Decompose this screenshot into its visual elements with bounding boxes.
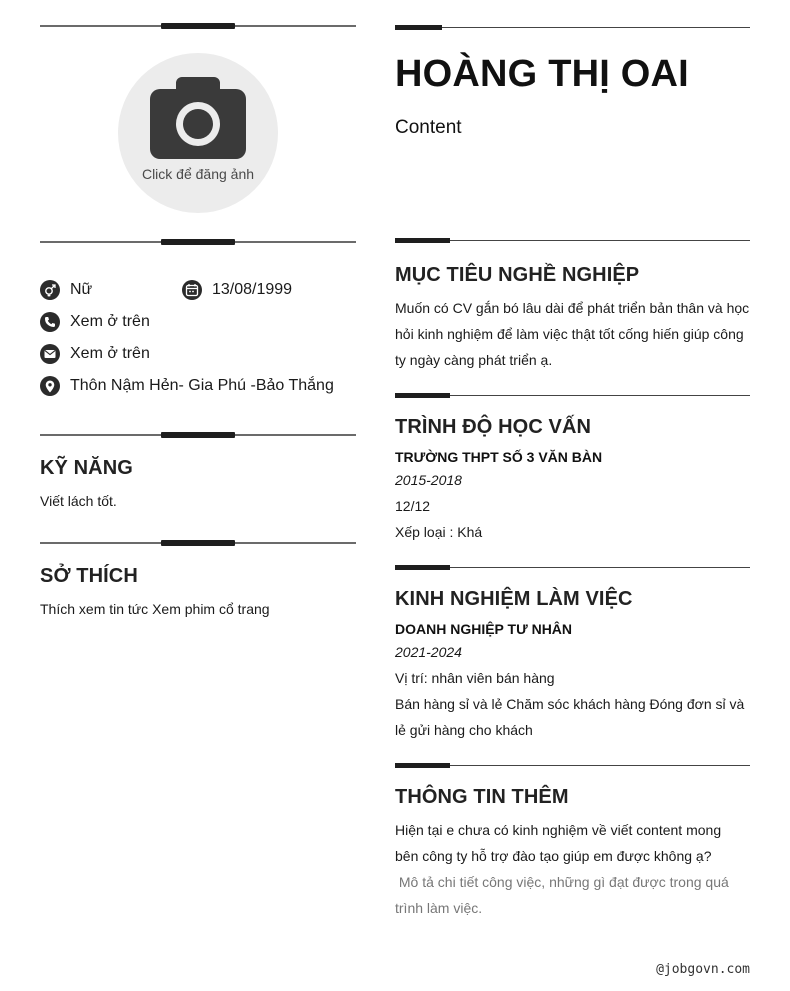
objective-text: Muốn có CV gắn bó lâu dài để phát triển bản thân và học hỏi kinh nghiệm để làm việc thật tốt cống hiến giúp công ty ngày càng phát triển ạ. (395, 300, 750, 368)
phone-value: Xem ở trên (70, 313, 150, 330)
right-divider-objective (395, 238, 750, 243)
watermark: @jobgovn.com (656, 962, 750, 977)
experience-period: 2021-2024 (395, 644, 462, 660)
education-heading: TRÌNH ĐỘ HỌC VẤN (395, 416, 592, 438)
right-divider-additional (395, 763, 750, 768)
calendar-icon (182, 280, 202, 300)
gender-value: Nữ (70, 281, 93, 298)
education-rank: Xếp loại : Khá (395, 524, 483, 540)
email-value: Xem ở trên (70, 345, 150, 362)
phone-row (40, 311, 150, 333)
right-divider-experience (395, 565, 750, 570)
education-school: TRƯỜNG THPT SỐ 3 VĂN BÀN (395, 449, 603, 465)
experience-heading: KINH NGHIỆM LÀM VIỆC (395, 588, 633, 610)
additional-text: Hiện tại e chưa có kinh nghiệm về viết content mong bên công ty hỗ trợ đào tạo giúp em được không ạ? (395, 822, 722, 864)
experience-description: Bán hàng sỉ và lẻ Chăm sóc khách hàng Đóng đơn sỉ và lẻ gửi hàng cho khách (395, 696, 745, 738)
gender-row (40, 279, 92, 301)
skills-heading: KỸ NĂNG (40, 457, 133, 479)
avatar-upload[interactable] (118, 53, 278, 213)
applied-position: Content (395, 117, 462, 138)
additional-placeholder[interactable]: Mô tả chi tiết công việc, những gì đạt được trong quá trình làm việc. (395, 874, 733, 916)
phone-icon (40, 312, 60, 332)
photo-upload-caption: Click để đăng ảnh (141, 166, 255, 182)
education-grade: 12/12 (395, 498, 431, 514)
additional-heading: THÔNG TIN THÊM (395, 786, 569, 808)
candidate-name: HOÀNG THỊ OAI (395, 53, 689, 95)
experience-company: DOANH NGHIỆP TƯ NHÂN (395, 621, 573, 637)
hobbies-text: Thích xem tin tức Xem phim cổ trang (40, 601, 270, 617)
right-divider-education (395, 393, 750, 398)
left-divider-hobbies (40, 540, 356, 546)
email-row (40, 343, 150, 365)
email-icon (40, 344, 60, 364)
left-divider-top (40, 23, 356, 29)
address-value: Thôn Nậm Hẻn- Gia Phú -Bảo Thắng (70, 377, 334, 394)
experience-role: Vị trí: nhân viên bán hàng (395, 670, 555, 686)
skills-text: Viết lách tốt. (40, 493, 117, 509)
right-divider-top (395, 25, 750, 30)
left-divider-skills (40, 432, 356, 438)
gender-icon (40, 280, 60, 300)
birthday-value: 13/08/1999 (212, 281, 293, 298)
address-row (40, 375, 334, 397)
birthday-row (182, 279, 292, 301)
objective-heading: MỤC TIÊU NGHỀ NGHIỆP (395, 264, 640, 286)
camera-icon (150, 75, 246, 159)
education-period: 2015-2018 (395, 472, 462, 488)
left-divider-info (40, 239, 356, 245)
hobbies-heading: SỞ THÍCH (40, 565, 138, 587)
location-icon (40, 376, 60, 396)
